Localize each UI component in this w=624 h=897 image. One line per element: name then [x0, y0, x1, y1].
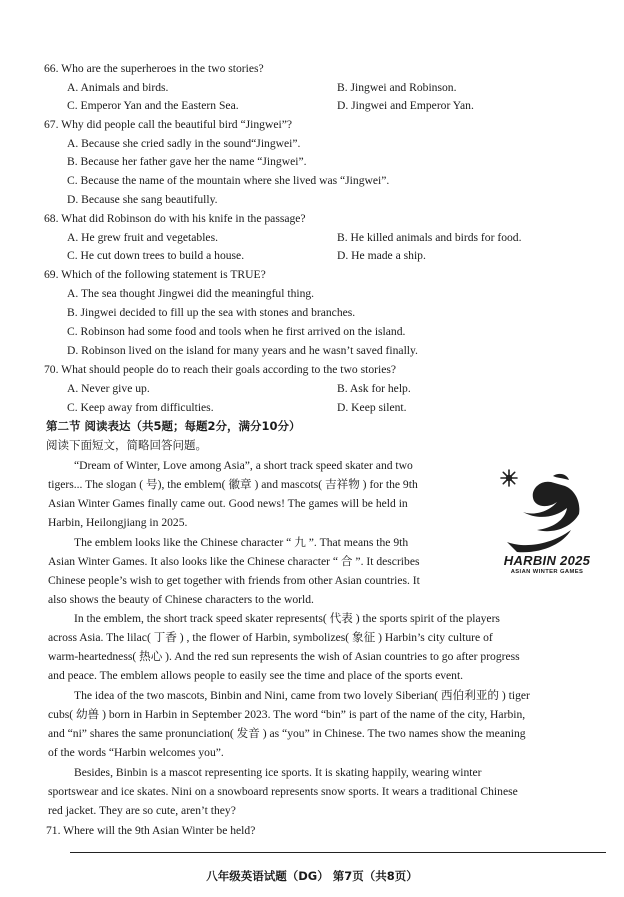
option-68-b: B. He killed animals and birds for food. — [337, 231, 522, 244]
option-70-a: A. Never give up. — [67, 382, 150, 395]
footer-divider — [70, 852, 606, 853]
option-69-d: D. Robinson lived on the island for many years and he wasn’t saved finally. — [67, 344, 418, 357]
option-66-b: B. Jingwei and Robinson. — [337, 81, 457, 94]
question-68: 68. What did Robinson do with his knife in the passage? — [44, 212, 306, 225]
option-66-d: D. Jingwei and Emperor Yan. — [337, 99, 474, 112]
question-66: 66. Who are the superheroes in the two stories? — [44, 62, 264, 75]
option-66-c: C. Emperor Yan and the Eastern Sea. — [67, 99, 239, 112]
question-71: 71. Where will the 9th Asian Winter be held? — [46, 824, 256, 837]
question-69: 69. Which of the following statement is TRUE? — [44, 268, 266, 281]
logo-subtitle: ASIAN WINTER GAMES — [510, 569, 584, 575]
option-67-a: A. Because she cried sadly in the sound“Jingwei”. — [67, 137, 301, 150]
option-67-b: B. Because her father gave her the name “Jingwei”. — [67, 155, 307, 168]
passage-line: cubs( 幼兽 ) born in Harbin in September 2023. The word “bin” is part of the name of the city, Harbin, — [48, 708, 526, 721]
option-68-d: D. He made a ship. — [337, 249, 426, 262]
page-footer: 八年级英语试题（DG） 第7页（共8页） — [206, 869, 418, 883]
passage-line: sportswear and ice skates. Nini on a snowboard represents snow sports. It wears a traditional Chinese — [48, 785, 518, 798]
passage-line: Besides, Binbin is a mascot representing ice sports. It is skating happily, wearing winter — [74, 766, 482, 779]
option-70-b: B. Ask for help. — [337, 382, 411, 395]
passage-line: Asian Winter Games. It also looks like the Chinese character “ 合 ”. It describes — [48, 555, 420, 568]
option-67-c: C. Because the name of the mountain where she lived was “Jingwei”. — [67, 174, 390, 187]
section-instruction: 阅读下面短文，简略回答问题。 — [46, 438, 207, 452]
passage-line: across Asia. The lilac( 丁香 ) , the flower of Harbin, symbolizes( 象征 ) Harbin’s city culture of — [48, 631, 493, 644]
option-67-d: D. Because she sang beautifully. — [67, 193, 218, 206]
passage-line: The idea of the two mascots, Binbin and Nini, came from two lovely Siberian( 西伯利亚的 ) tiger — [74, 689, 530, 702]
option-70-d: D. Keep silent. — [337, 401, 407, 414]
passage-line: The emblem looks like the Chinese character “ 九 ”. That means the 9th — [74, 536, 409, 549]
passage-line: and peace. The emblem allows people to easily see the time and place of the sports event. — [48, 669, 464, 682]
option-69-b: B. Jingwei decided to fill up the sea with stones and branches. — [67, 306, 356, 319]
passage-line: Chinese people’s wish to get together with friends from other Asian countries. It — [48, 574, 420, 587]
section-heading: 第二节 阅读表达（共5题；每题2分，满分10分） — [46, 419, 301, 433]
passage-line: Asian Winter Games finally came out. Good news! The games will be held in — [48, 497, 408, 510]
lilac-sun-icon — [501, 470, 517, 486]
option-68-a: A. He grew fruit and vegetables. — [67, 231, 218, 244]
option-70-c: C. Keep away from difficulties. — [67, 401, 214, 414]
passage-line: In the emblem, the short track speed skater represents( 代表 ) the sports spirit of the players — [74, 612, 500, 625]
question-70: 70. What should people do to reach their goals according to the two stories? — [44, 363, 397, 376]
passage-line: of the words “Harbin welcomes you”. — [48, 746, 224, 759]
option-69-a: A. The sea thought Jingwei did the meaningful thing. — [67, 287, 315, 300]
passage-line: warm-heartedness( 热心 ). And the red sun represents the wish of Asian countries to go after progress — [48, 650, 520, 663]
option-66-a: A. Animals and birds. — [67, 81, 169, 94]
passage-line: “Dream of Winter, Love among Asia”, a short track speed skater and two — [74, 459, 413, 472]
question-67: 67. Why did people call the beautiful bird “Jingwei”? — [44, 118, 293, 131]
passage-line: tigers... The slogan ( 号), the emblem( 徽章 ) and mascots( 吉祥物 ) for the 9th — [48, 478, 418, 491]
passage-line: also shows the beauty of Chinese characters to the world. — [48, 593, 314, 606]
passage-line: Harbin, Heilongjiang in 2025. — [48, 516, 188, 529]
passage-line: and “ni” shares the same pronunciation( 发音 ) as “you” in Chinese. The two names show the meaning — [48, 727, 526, 740]
passage-line: red jacket. They are so cute, aren’t they? — [48, 804, 236, 817]
option-69-c: C. Robinson had some food and tools when he first arrived on the island. — [67, 325, 406, 338]
option-68-c: C. He cut down trees to build a house. — [67, 249, 245, 262]
logo-title: HARBIN 2025 — [503, 553, 591, 568]
